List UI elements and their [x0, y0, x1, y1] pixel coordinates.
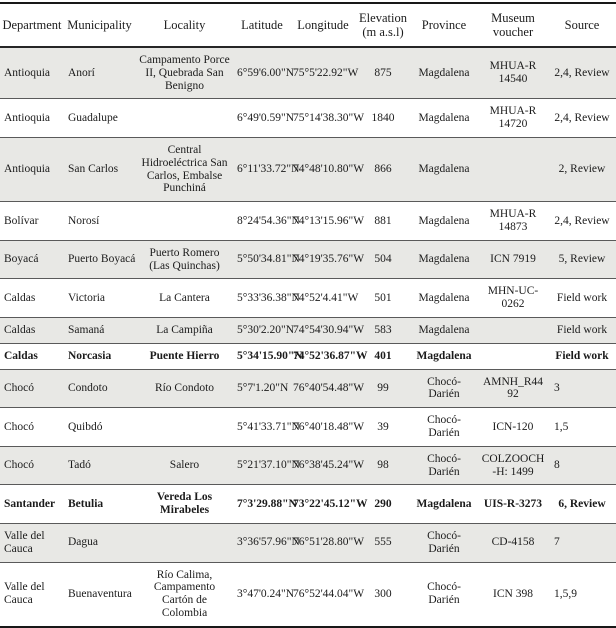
cell-province: Magdalena — [410, 317, 478, 343]
cell-latitude: 8°24'54.36"N — [234, 202, 290, 241]
cell-elevation: 583 — [356, 317, 410, 343]
cell-municipality: Dagua — [64, 523, 135, 562]
cell-source: Field work — [548, 317, 616, 343]
cell-latitude: 3°36'57.96"N — [234, 523, 290, 562]
cell-locality: Campamento Porce II, Quebrada San Benigno — [135, 47, 234, 99]
cell-source: 2,4, Review — [548, 47, 616, 99]
cell-locality — [135, 99, 234, 138]
table-row — [0, 240, 616, 279]
cell-source: Field work — [548, 343, 616, 369]
cell-longitude: 74°19'35.76"W — [290, 240, 356, 279]
cell-voucher — [478, 343, 548, 369]
cell-longitude: 75°5'22.92"W — [290, 47, 356, 99]
cell-department: Caldas — [0, 317, 64, 343]
cell-latitude: 5°34'15.90"N — [234, 343, 290, 369]
col-header-locality: Locality — [135, 3, 234, 47]
cell-latitude: 6°49'0.59"N — [234, 99, 290, 138]
col-header-municipality: Municipality — [64, 3, 135, 47]
cell-voucher — [478, 317, 548, 343]
cell-locality: Puerto Romero (Las Quinchas) — [135, 240, 234, 279]
cell-municipality: Victoria — [64, 279, 135, 318]
cell-municipality: San Carlos — [64, 137, 135, 201]
cell-source: 6, Review — [548, 485, 616, 524]
table-row — [0, 562, 616, 627]
cell-longitude: 73°22'45.12"W — [290, 485, 356, 524]
cell-longitude: 76°40'18.48"W — [290, 408, 356, 447]
cell-longitude: 74°52'36.87"W — [290, 343, 356, 369]
cell-province: Magdalena — [410, 137, 478, 201]
header-row — [0, 3, 616, 47]
cell-elevation: 39 — [356, 408, 410, 447]
cell-source: 2,4, Review — [548, 202, 616, 241]
cell-voucher: MHUA-R 14873 — [478, 202, 548, 241]
cell-elevation: 290 — [356, 485, 410, 524]
cell-municipality: Samaná — [64, 317, 135, 343]
cell-elevation: 555 — [356, 523, 410, 562]
cell-latitude: 5°21'37.10"N — [234, 446, 290, 485]
col-header-elevation: Elevation (m a.s.l) — [356, 3, 410, 47]
cell-locality: Puente Hierro — [135, 343, 234, 369]
cell-elevation: 881 — [356, 202, 410, 241]
cell-municipality: Betulia — [64, 485, 135, 524]
cell-locality: Río Condoto — [135, 369, 234, 408]
table-row — [0, 343, 616, 369]
cell-province: Magdalena — [410, 279, 478, 318]
cell-locality — [135, 202, 234, 241]
table-row — [0, 47, 616, 99]
cell-locality: La Campiña — [135, 317, 234, 343]
cell-elevation: 401 — [356, 343, 410, 369]
cell-locality: Salero — [135, 446, 234, 485]
cell-longitude: 76°38'45.24"W — [290, 446, 356, 485]
table-row — [0, 202, 616, 241]
cell-latitude: 7°3'29.88"N — [234, 485, 290, 524]
cell-source: 3 — [548, 369, 616, 408]
cell-longitude: 75°14'38.30"W — [290, 99, 356, 138]
cell-department: Chocó — [0, 446, 64, 485]
cell-voucher: MHUA-R 14720 — [478, 99, 548, 138]
cell-source: 8 — [548, 446, 616, 485]
cell-longitude: 74°54'30.94"W — [290, 317, 356, 343]
cell-province: Chocó-Darién — [410, 369, 478, 408]
cell-province: Magdalena — [410, 99, 478, 138]
cell-municipality: Quibdó — [64, 408, 135, 447]
cell-municipality: Norcasia — [64, 343, 135, 369]
col-header-latitude: Latitude — [234, 3, 290, 47]
cell-longitude: 74°52'4.41"W — [290, 279, 356, 318]
cell-voucher: MHN-UC-0262 — [478, 279, 548, 318]
cell-elevation: 300 — [356, 562, 410, 627]
cell-source: 2, Review — [548, 137, 616, 201]
col-header-province: Province — [410, 3, 478, 47]
cell-source: 2,4, Review — [548, 99, 616, 138]
cell-elevation: 504 — [356, 240, 410, 279]
cell-locality — [135, 523, 234, 562]
cell-province: Magdalena — [410, 47, 478, 99]
cell-department: Caldas — [0, 343, 64, 369]
cell-voucher: ICN 7919 — [478, 240, 548, 279]
cell-latitude: 5°41'33.71"N — [234, 408, 290, 447]
cell-voucher: MHUA-R 14540 — [478, 47, 548, 99]
table-header — [0, 3, 616, 47]
cell-municipality: Condoto — [64, 369, 135, 408]
cell-voucher: COLZOOCH-H: 1499 — [478, 446, 548, 485]
cell-province: Chocó-Darién — [410, 562, 478, 627]
cell-department: Bolívar — [0, 202, 64, 241]
table-body — [0, 47, 616, 627]
col-header-department: Department — [0, 3, 64, 47]
cell-department: Santander — [0, 485, 64, 524]
cell-province: Chocó-Darién — [410, 408, 478, 447]
cell-department: Chocó — [0, 408, 64, 447]
cell-province: Magdalena — [410, 240, 478, 279]
table-row — [0, 446, 616, 485]
cell-voucher — [478, 137, 548, 201]
cell-department: Antioquia — [0, 47, 64, 99]
cell-longitude: 76°52'44.04"W — [290, 562, 356, 627]
cell-voucher: ICN-120 — [478, 408, 548, 447]
col-header-source: Source — [548, 3, 616, 47]
cell-municipality: Buenaventura — [64, 562, 135, 627]
table-row — [0, 317, 616, 343]
table-row — [0, 369, 616, 408]
cell-department: Boyacá — [0, 240, 64, 279]
cell-latitude: 3°47'0.24"N — [234, 562, 290, 627]
cell-latitude: 5°7'1.20"N — [234, 369, 290, 408]
cell-elevation: 501 — [356, 279, 410, 318]
cell-locality: Central Hidroeléctrica San Carlos, Embalse Punchiná — [135, 137, 234, 201]
table-row — [0, 485, 616, 524]
cell-municipality: Norosí — [64, 202, 135, 241]
cell-voucher: UIS-R-3273 — [478, 485, 548, 524]
cell-municipality: Tadó — [64, 446, 135, 485]
cell-longitude: 74°48'10.80"W — [290, 137, 356, 201]
cell-longitude: 74°13'15.96"W — [290, 202, 356, 241]
cell-voucher: CD-4158 — [478, 523, 548, 562]
cell-province: Magdalena — [410, 485, 478, 524]
cell-department: Valle del Cauca — [0, 562, 64, 627]
cell-department: Antioquia — [0, 99, 64, 138]
cell-province: Chocó-Darién — [410, 446, 478, 485]
cell-province: Chocó-Darién — [410, 523, 478, 562]
table-row — [0, 408, 616, 447]
table-row — [0, 523, 616, 562]
cell-elevation: 98 — [356, 446, 410, 485]
cell-province: Magdalena — [410, 202, 478, 241]
cell-voucher: AMNH_R4492 — [478, 369, 548, 408]
cell-source: 5, Review — [548, 240, 616, 279]
cell-source: 1,5 — [548, 408, 616, 447]
cell-department: Chocó — [0, 369, 64, 408]
cell-source: 1,5,9 — [548, 562, 616, 627]
cell-source: Field work — [548, 279, 616, 318]
cell-longitude: 76°51'28.80"W — [290, 523, 356, 562]
table-row — [0, 99, 616, 138]
cell-elevation: 875 — [356, 47, 410, 99]
cell-department: Antioquia — [0, 137, 64, 201]
cell-locality: Vereda Los Mirabeles — [135, 485, 234, 524]
table-row — [0, 137, 616, 201]
cell-source: 7 — [548, 523, 616, 562]
col-header-longitude: Longitude — [290, 3, 356, 47]
cell-elevation: 866 — [356, 137, 410, 201]
cell-latitude: 5°30'2.20"N — [234, 317, 290, 343]
cell-voucher: ICN 398 — [478, 562, 548, 627]
cell-locality: La Cantera — [135, 279, 234, 318]
cell-locality — [135, 408, 234, 447]
cell-latitude: 6°11'33.72"N — [234, 137, 290, 201]
cell-elevation: 1840 — [356, 99, 410, 138]
table-row — [0, 279, 616, 318]
col-header-voucher: Museum voucher — [478, 3, 548, 47]
cell-latitude: 6°59'6.00"N — [234, 47, 290, 99]
cell-locality: Río Calima, Campamento Cartón de Colombia — [135, 562, 234, 627]
occurrence-records-table — [0, 2, 616, 628]
cell-municipality: Guadalupe — [64, 99, 135, 138]
cell-municipality: Puerto Boyacá — [64, 240, 135, 279]
cell-department: Caldas — [0, 279, 64, 318]
cell-latitude: 5°50'34.81"N — [234, 240, 290, 279]
cell-longitude: 76°40'54.48"W — [290, 369, 356, 408]
cell-department: Valle del Cauca — [0, 523, 64, 562]
cell-municipality: Anorí — [64, 47, 135, 99]
cell-latitude: 5°33'36.38"N — [234, 279, 290, 318]
cell-province: Magdalena — [410, 343, 478, 369]
cell-elevation: 99 — [356, 369, 410, 408]
